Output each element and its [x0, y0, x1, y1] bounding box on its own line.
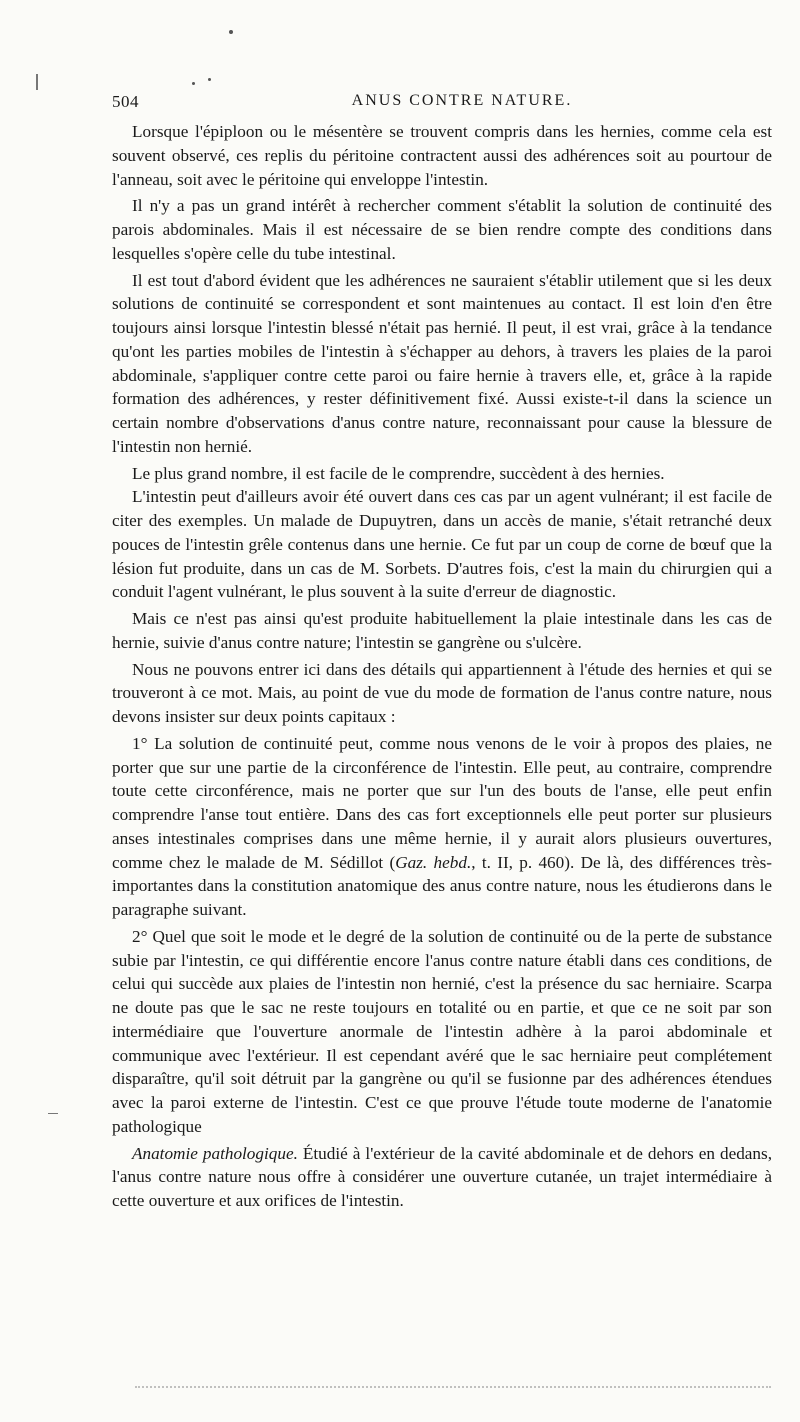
bleed-through-line [135, 1386, 771, 1388]
scan-speck [229, 30, 233, 34]
page-header [112, 92, 772, 114]
scan-speck [208, 78, 211, 81]
scan-speck [192, 82, 195, 85]
paragraph: Lorsque l'épiploon ou le mésentère se trouvent compris dans les hernies, comme cela est souvent observé, ces replis du péritoine contractent aussi des adhérences soit au pourtour de l'anneau, soit avec le péritoine qui enveloppe l'intestin. [112, 122, 772, 189]
page-number: 504 [112, 92, 139, 111]
paragraph: L'intestin peut d'ailleurs avoir été ouvert dans ces cas par un agent vulnérant; il est facile de citer des exemples. Un malade de Dupuytren, dans un accès de manie, s'était retranché deux pouces de l'intestin grêle contenus dans une hernie. Ce fut par un coup de corne de bœuf que la lésion fut produite, dans un cas de M. Sorbets. D'autres fois, c'est la main du chirurgien qui a conduit l'agent vulnérant, le plus souvent à la suite d'erreur de diagnostic. [112, 487, 772, 602]
citation-rest: , t. II, p. 460). De là, des différences très-importantes dans la constitution anatomique des anus contre nature, nous les étudierons dans le paragraphe suivant. [112, 852, 773, 919]
margin-mark [36, 74, 38, 90]
section-paragraph [112, 1142, 772, 1213]
paragraph: Nous ne pouvons entrer ici dans des détails qui appartiennent à l'étude des hernies et qui se trouveront à ce mot. Mais, au point de vue du mode de formation de l'anus contre nature, nous devons insister sur deux points capitaux : [112, 659, 772, 726]
body-text [112, 120, 772, 1213]
paragraph: Le plus grand nombre, il est facile de le comprendre, succèdent à des hernies. [132, 463, 665, 483]
paragraph: Il est tout d'abord évident que les adhérences ne sauraient s'établir utilement que si les deux solutions de continuité se correspondent et sont maintenues au contact. Il est loin d'en être toujours ainsi lorsque l'intestin blessé n'était pas hernié. Il peut, il est vrai, grâce à la tendance qu'ont les parties mobiles de l'intestin à s'échapper au dehors, à travers les plaies de la paroi abdominale, s'appliquer contre cette paroi ou faire hernie à travers elle, et, grâce à la rapide formation des adhérences, y rester définitivement fixé. Aussi existe-t-il dans la science un certain nombre d'observations d'anus contre nature, reconnaissant pour cause la blessure de l'intestin non hernié. [112, 270, 772, 456]
paragraph: Mais ce n'est pas ainsi qu'est produite habituellement la plaie intestinale dans les cas de hernie, suivie d'anus contre nature; l'intestin se gangrène ou s'ulcère. [112, 609, 772, 652]
paragraph: 2° Quel que soit le mode et le degré de la solution de continuité ou de la perte de substance subie par l'intestin, ce qui différentie encore l'anus contre nature établi dans ces conditions, de celui qui succède aux plaies de l'intestin non hernié, c'est la présence du sac herniaire. Scarpa ne doute pas que le sac ne reste toujours en totalité ou en partie, et que ce ne soit par son intermédiaire que l'ouverture anormale de l'intestin adhère à la paroi abdominale et communique avec l'extérieur. Il est cependant avéré que le sac herniaire peut complétement disparaître, qu'il soit détruit par la gangrène ou qu'il se fusionne par des adhérences étendues avec la paroi externe de l'intestin. C'est ce que prouve l'étude toute moderne de l'anatomie pathologique [112, 926, 772, 1136]
margin-mark [48, 1113, 58, 1114]
running-title: ANUS CONTRE NATURE. [351, 92, 573, 109]
citation-journal: Gaz. hebd. [395, 852, 472, 872]
section-heading: Anatomie pathologique. [132, 1143, 298, 1163]
paragraph-with-citation [112, 732, 772, 922]
paragraph-text: Étudié à l'extérieur de la cavité abdominale et de dehors en dedans, l'anus contre nature nous offre à considérer une ouverture cutanée, un trajet intermédiaire à cette ouverture et aux orifices de l'intestin. [112, 1143, 773, 1210]
paragraph-text: 1° La solution de continuité peut, comme nous venons de le voir à propos des plaies, ne porter que sur une partie de la circonférence de l'intestin. Elle peut, au contraire, comprendre toute cette circonférence, mais ne porter que sur l'un des bouts de l'anse, elle peut enfin comprendre l'anse tout entière. Dans des cas fort exceptionnels elle peut porter sur plusieurs anses intestinales comprises dans une même hernie, il y aurait alors plusieurs ouvertures, comme chez le malade de M. Sédillot ( [112, 733, 772, 872]
paragraph: Il n'y a pas un grand intérêt à rechercher comment s'établit la solution de continuité des parois abdominales. Mais il est nécessaire de se bien rendre compte des conditions dans lesquelles s'opère celle du tube intestinal. [112, 196, 772, 263]
